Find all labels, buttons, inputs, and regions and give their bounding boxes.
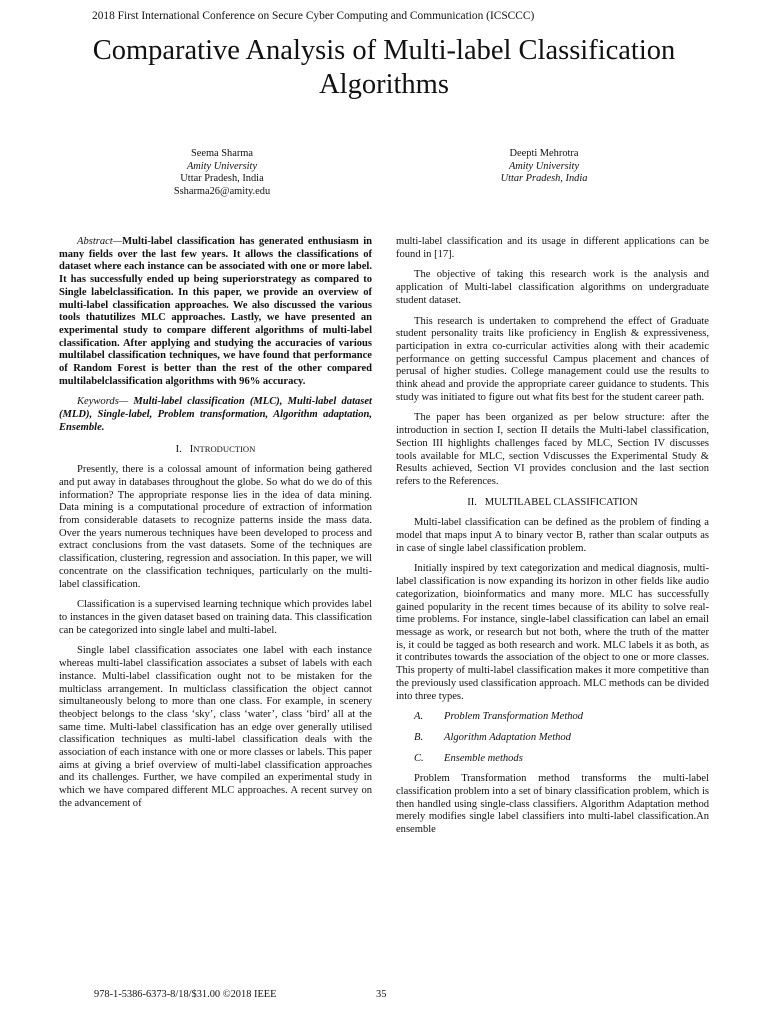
paper-title — [0, 34, 768, 102]
author-block-1 — [112, 148, 332, 198]
keywords — [59, 396, 372, 434]
section-title-initial: I — [189, 443, 194, 455]
paragraph: Problem Transformation method transforms the multi-label classification problem into a set of binary classification problem, which is then handled using single-class classifiers. Algorithm Adaptation method merely modifies single label classifiers into multi-label classification.An ensemble — [396, 773, 709, 836]
section-title-rest: NTRODUCTION — [193, 443, 256, 454]
abstract-text: Multi-label classification has generated enthusiasm in many fields over the last few years. It allows the classifications of dataset where each instance can be associated with one or more label. It has successfully ended up being superiorstrategy as compared to Single labelclassification. In this paper, we provide an overview of multi-label classification approaches. We also discussed the various tools thatutilizes MLC approaches. Lastly, we have presented an experimental study to compare different algorithms of multi-label classification. After applying and studying the accuracies of various multilabel classification techniques, we have found that performance of Random Forest is better than the rest of the other compared multilabelclassification algorithms with 96% accuracy. — [59, 236, 372, 387]
author-email[interactable]: Ssharma26@amity.edu — [173, 185, 271, 197]
abstract-lead: Abstract— — [77, 236, 123, 247]
list-label: Problem Transformation Method — [444, 711, 584, 723]
section-heading-multilabel: II. MULTILABEL CLASSIFICATION — [467, 496, 638, 508]
paragraph: The paper has been organized as per below structure: after the introduction in section I, section II details the Multi-label classification, Section III highlights challenges faced by MLC, Section IV discusses tools available for MLC, section Vdiscusses the Experimental Study & Results achieved, Section VI provides conclusion and the last section refers to the References. — [396, 412, 709, 487]
author-affiliation: Amity University — [186, 160, 258, 172]
list-item — [396, 753, 709, 766]
paragraph: Initially inspired by text categorization and medical diagnosis, multi-label classification is now expanding its horizon in other fields like audio categorization, bioinformatics and many more. MLC has successfully gained popularity in the recent times because of its ability to solve real-time problems. For instance, single-label classification can label an email message as work, or research but not both, where the truth of the matter is, it could be tagged as both research and work. MLC labels it as both, as it contributes towards the association of the object to one or more classes. This property of multi-label classification makes it more competitive than the previously used classification approach. MLC methods can be divided into three types. — [396, 563, 709, 702]
author-name: Deepti Mehrotra — [509, 148, 579, 159]
author-location: Uttar Pradesh, India — [180, 173, 264, 184]
list-item — [396, 711, 709, 724]
conference-header: 2018 First International Conference on Secure Cyber Computing and Communication (ICSCCC) — [92, 10, 535, 22]
paragraph: The objective of taking this research work is the analysis and application of Multi-label classification algorithms on undergraduate student dataset. — [396, 269, 709, 306]
list-letter: C. — [414, 752, 424, 764]
paragraph: Multi-label classification can be defined as the problem of finding a model that maps input A to binary vector B, rather than scalar outputs as in case of single label classification problem. — [396, 517, 709, 554]
keywords-lead: Keywords— — [77, 396, 134, 408]
left-column — [59, 236, 372, 819]
list-letter: B. — [414, 731, 424, 743]
list-label: Ensemble methods — [444, 752, 523, 764]
title-line-2: Algorithms — [319, 69, 449, 100]
paragraph: Classification is a supervised learning technique which provides label to instances in the given dataset based on training data. This classification can be categorized into single label and multi-label. — [59, 599, 372, 636]
abstract — [59, 236, 372, 388]
author-location: Uttar Pradesh, India — [500, 173, 588, 184]
paragraph: Presently, there is a colossal amount of information being gathered and put away in databases throughout the globe. So what do we do of this information? The appropriate response lies in the idea of data mining. Data mining is a computational procedure of extraction of information from considerable datasets to recognize patterns inside the mass data. Over the years numerous techniques have been developed to process and extract conclusions from the vast datasets. Some of the techniques are classification, clustering, regression and association. In this paper, we will concentrate on the classification techniques, particularly on the multi-label classification. — [59, 464, 372, 590]
right-column — [396, 236, 709, 845]
paragraph: Single label classification associates one label with each instance whereas multi-label classification associates a subset of labels with each instance. Multi-label classification ought not to be mistaken for the multiclass arrangement. In multiclass classification the object cannot simultaneously belong to more than one class. For example, in scenery theobject belongs to the class ‘sky’, class ‘water’, class ‘bird’ all at the same time. Multi-label classification has an edge over generally utilised classification techniques as multi-label classification deals with the association of each instance with one or more classes or labels. This paper aims at giving a brief overview of multi-label classification approaches and its challenges. Further, we have compiled an experimental study in which we have compared different MLC approaches. A recent survey on the advancement of — [59, 645, 372, 809]
keywords-text: Multi-label classification (MLC), Multi-label dataset (MLD), Single-label, Problem transformation, Algorithm adaptation, Ensemble. — [59, 396, 372, 433]
section-number: I. — [175, 443, 182, 455]
footer-isbn: 978-1-5386-6373-8/18/$31.00 ©2018 IEEE — [94, 989, 277, 1000]
list-letter: A. — [414, 711, 424, 723]
paragraph: This research is undertaken to comprehend the effect of Graduate student personality traits like proficiency in English & expressiveness, participation in extra co-curricular activities along with their academic performance on getting successful Campus placement and chances of perusal of higher studies. College management could use the results to think ahead and provide the appropriate career guidance to students. This study was initiated to figure out what fits best for the student career path. — [396, 315, 709, 403]
page-number: 35 — [376, 989, 387, 1000]
paragraph: multi-label classification and its usage in different applications can be found in [17]. — [396, 236, 709, 260]
author-affiliation: Amity University — [508, 160, 580, 172]
author-name: Seema Sharma — [190, 148, 254, 159]
author-block-2 — [434, 148, 654, 186]
title-line-1: Comparative Analysis of Multi-label Classification — [92, 35, 676, 66]
list-label: Algorithm Adaptation Method — [444, 731, 571, 743]
list-item — [396, 732, 709, 745]
section-heading-introduction — [59, 443, 372, 457]
